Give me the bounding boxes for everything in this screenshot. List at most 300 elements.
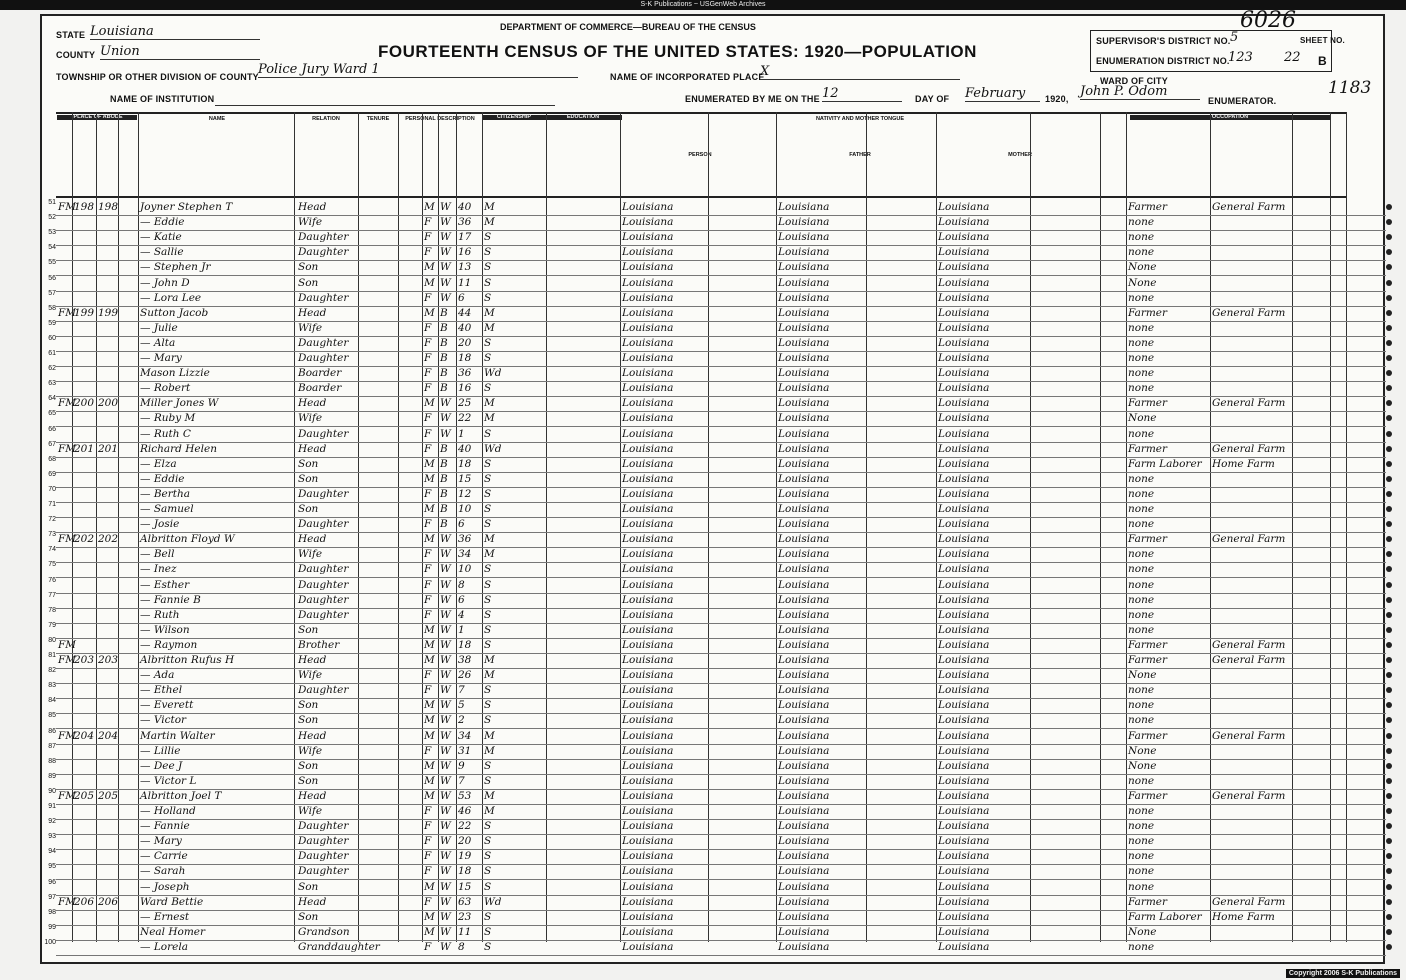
birthplace-father: Louisiana: [778, 805, 830, 817]
occupation: none: [1128, 472, 1155, 485]
sex: F: [424, 684, 432, 697]
birthplace-person: Louisiana: [622, 925, 674, 938]
industry: [1212, 804, 1290, 818]
industry: [1212, 623, 1290, 637]
family-number: [98, 759, 118, 773]
birthplace-mother: Louisiana: [938, 805, 990, 817]
age: 26: [458, 669, 472, 682]
birthplace-mother: Louisiana: [938, 261, 990, 274]
occupation: none: [1128, 518, 1155, 531]
marital-status: S: [484, 382, 492, 395]
sex: M: [424, 638, 435, 651]
line-number: 93: [48, 833, 56, 841]
occupation: none: [1128, 352, 1155, 364]
sex: M: [424, 774, 435, 787]
birthplace-father: Louisiana: [778, 321, 830, 334]
dwelling-code: [58, 215, 72, 229]
dwelling-number: [74, 230, 96, 244]
sex: M: [424, 261, 435, 274]
dwelling-code: [58, 276, 72, 290]
occupation: None: [1128, 669, 1157, 682]
occupation: none: [1128, 548, 1155, 561]
birthplace-person: Louisiana: [622, 835, 674, 848]
birthplace-person: Louisiana: [622, 291, 674, 304]
punch-hole: [1386, 249, 1392, 255]
age: 8: [458, 578, 465, 591]
sex: F: [424, 216, 432, 229]
line-number: 96: [48, 878, 56, 886]
punch-hole: [1386, 748, 1392, 754]
person-name: Mason Lizzie: [140, 367, 210, 380]
marital-status: M: [484, 789, 495, 802]
family-number: [98, 366, 118, 380]
age: 63: [458, 895, 472, 908]
birthplace-father: Louisiana: [778, 684, 830, 697]
colhead-name: NAME: [208, 116, 226, 122]
birthplace-father: Louisiana: [778, 578, 830, 591]
occupation: none: [1128, 820, 1155, 833]
dwelling-number: [74, 381, 96, 395]
occupation: none: [1128, 593, 1155, 606]
dwelling-number: [74, 291, 96, 305]
dayof-label: DAY OF: [915, 94, 950, 104]
line-number: 60: [48, 334, 56, 342]
marital-status: S: [484, 246, 492, 259]
punch-hole: [1386, 657, 1392, 663]
enumerator-label: ENUMERATOR.: [1208, 96, 1277, 106]
dwelling-code: [58, 834, 72, 848]
dwelling-number: [74, 366, 96, 380]
marital-status: S: [484, 835, 492, 848]
industry: [1212, 547, 1290, 561]
age: 7: [458, 684, 465, 697]
dwelling-number: 201: [74, 442, 95, 455]
colhead-tenure: TENURE: [366, 116, 390, 122]
birthplace-person: Louisiana: [622, 321, 674, 334]
age: 11: [458, 276, 472, 289]
punch-hole: [1386, 566, 1392, 572]
dwelling-code: [58, 744, 72, 758]
person-name: — Mary: [140, 835, 182, 848]
punch-hole: [1386, 929, 1392, 935]
table-row: [44, 938, 1386, 956]
occupation: none: [1128, 563, 1155, 576]
marital-status: S: [484, 427, 492, 440]
industry: [1212, 713, 1290, 727]
industry: [1212, 321, 1290, 335]
age: 6: [458, 593, 465, 606]
occupation: None: [1128, 261, 1157, 274]
dwelling-number: [74, 336, 96, 350]
birthplace-person: Louisiana: [622, 261, 674, 274]
dwelling-code: [58, 804, 72, 818]
sex: M: [424, 699, 435, 712]
dwelling-code: [58, 245, 72, 259]
dwelling-code: [58, 260, 72, 274]
person-name: Neal Homer: [140, 925, 206, 938]
birthplace-father: Louisiana: [778, 216, 830, 229]
person-name: — Ernest: [140, 910, 190, 923]
family-number: [98, 487, 118, 501]
industry: [1212, 940, 1290, 954]
person-name: — Josie: [140, 518, 180, 531]
dwelling-number: 205: [74, 789, 95, 802]
line-number: 65: [48, 410, 56, 418]
person-name: — Stephen Jr: [140, 261, 211, 274]
race: W: [440, 276, 451, 289]
dwelling-code: [58, 366, 72, 380]
sex: M: [424, 789, 435, 802]
birthplace-father: Louisiana: [778, 669, 830, 682]
punch-hole: [1386, 627, 1392, 633]
family-number: 200: [98, 397, 119, 410]
relation: Son: [298, 759, 319, 772]
relation: Daughter: [298, 427, 349, 440]
age: 20: [458, 336, 472, 349]
family-number: [98, 608, 118, 622]
family-number: [98, 925, 118, 939]
race: B: [440, 321, 448, 334]
line-number: 57: [48, 289, 56, 297]
relation: Son: [298, 623, 319, 636]
age: 25: [458, 397, 472, 410]
family-number: [98, 864, 118, 878]
sex: M: [424, 457, 435, 470]
dwelling-number: [74, 834, 96, 848]
dwelling-number: [74, 698, 96, 712]
occupation: none: [1128, 699, 1155, 712]
birthplace-father: Louisiana: [778, 367, 830, 380]
sex: F: [424, 805, 432, 817]
dwelling-code: [58, 381, 72, 395]
race: B: [440, 472, 448, 485]
line-number: 89: [48, 772, 56, 780]
dwelling-code: [58, 427, 72, 441]
sex: M: [424, 201, 435, 213]
marital-status: S: [484, 487, 492, 500]
race: W: [440, 925, 451, 938]
person-name: — Ruth C: [140, 427, 191, 440]
person-name: — Carrie: [140, 850, 188, 863]
dwelling-code: [58, 351, 72, 365]
line-number: 55: [48, 259, 56, 267]
marital-status: S: [484, 774, 492, 787]
relation: Head: [298, 789, 327, 802]
age: 36: [458, 367, 472, 380]
birthplace-mother: Louisiana: [938, 593, 990, 606]
punch-hole: [1386, 582, 1392, 588]
industry: [1212, 593, 1290, 607]
age: 20: [458, 835, 472, 848]
person-name: — Julie: [140, 321, 178, 334]
birthplace-person: Louisiana: [622, 820, 674, 833]
age: 40: [458, 442, 472, 455]
family-number: [98, 351, 118, 365]
person-name: — Elza: [140, 457, 177, 470]
age: 36: [458, 216, 472, 229]
person-name: — Fannie: [140, 820, 190, 833]
birthplace-person: Louisiana: [622, 578, 674, 591]
family-number: [98, 940, 118, 954]
occupation: none: [1128, 336, 1155, 349]
day-value: 12: [822, 86, 902, 102]
dwelling-code: [58, 880, 72, 894]
line-number: 66: [48, 425, 56, 433]
age: 15: [458, 472, 472, 485]
relation: Daughter: [298, 820, 349, 833]
person-name: — Ruby M: [140, 412, 196, 425]
age: 6: [458, 291, 465, 304]
birthplace-father: Louisiana: [778, 352, 830, 364]
family-number: [98, 880, 118, 894]
age: 18: [458, 457, 472, 470]
birthplace-person: Louisiana: [622, 472, 674, 485]
family-number: [98, 547, 118, 561]
industry: [1212, 472, 1290, 486]
dwelling-code: [58, 578, 72, 592]
race: W: [440, 744, 451, 757]
occupation: None: [1128, 412, 1157, 425]
birthplace-person: Louisiana: [622, 789, 674, 802]
line-number: 80: [48, 636, 56, 644]
relation: Head: [298, 729, 327, 742]
relation: Brother: [298, 638, 340, 651]
stamp-number-2: 1183: [1328, 78, 1372, 98]
age: 34: [458, 548, 472, 561]
relation: Head: [298, 654, 327, 666]
line-number: 78: [48, 606, 56, 614]
person-name: Ward Bettie: [140, 895, 204, 908]
person-name: — Bertha: [140, 487, 191, 500]
birthplace-mother: Louisiana: [938, 654, 990, 666]
age: 7: [458, 774, 465, 787]
dwelling-code: FM: [58, 654, 77, 666]
line-number: 71: [48, 501, 56, 508]
family-number: [98, 276, 118, 290]
marital-status: S: [484, 850, 492, 863]
race: W: [440, 291, 451, 304]
birthplace-mother: Louisiana: [938, 623, 990, 636]
birthplace-mother: Louisiana: [938, 835, 990, 848]
family-number: [98, 910, 118, 924]
sheet-letter: B: [1318, 54, 1327, 68]
dwelling-number: [74, 502, 96, 516]
industry: [1212, 849, 1290, 863]
age: 16: [458, 246, 472, 259]
dwelling-code: [58, 411, 72, 425]
family-number: [98, 215, 118, 229]
line-number: 53: [48, 229, 56, 237]
marital-status: S: [484, 608, 492, 621]
punch-hole: [1386, 551, 1392, 557]
industry: [1212, 759, 1290, 773]
line-number: 77: [48, 591, 56, 599]
dwelling-code: [58, 683, 72, 697]
dwelling-number: [74, 638, 96, 652]
birthplace-mother: Louisiana: [938, 487, 990, 500]
birthplace-mother: Louisiana: [938, 457, 990, 470]
person-name: — Raymon: [140, 638, 198, 651]
birthplace-mother: Louisiana: [938, 865, 990, 878]
birthplace-person: Louisiana: [622, 895, 674, 908]
age: 10: [458, 503, 472, 515]
sex: M: [424, 925, 435, 938]
line-number: 63: [48, 380, 56, 388]
birthplace-father: Louisiana: [778, 231, 830, 244]
marital-status: M: [484, 306, 495, 319]
birthplace-mother: Louisiana: [938, 895, 990, 908]
line-number: 64: [48, 395, 56, 403]
age: 38: [458, 654, 472, 666]
marital-status: S: [484, 291, 492, 304]
race: W: [440, 805, 451, 817]
birthplace-mother: Louisiana: [938, 427, 990, 440]
dwelling-code: [58, 547, 72, 561]
person-name: — Robert: [140, 382, 191, 395]
birthplace-mother: Louisiana: [938, 563, 990, 576]
sex: F: [424, 352, 432, 364]
line-number: 92: [48, 818, 56, 826]
marital-status: M: [484, 669, 495, 682]
person-name: Joyner Stephen T: [140, 201, 233, 213]
punch-hole: [1386, 370, 1392, 376]
industry: [1212, 336, 1290, 350]
birthplace-father: Louisiana: [778, 865, 830, 878]
occupation: None: [1128, 925, 1157, 938]
marital-status: S: [484, 518, 492, 531]
line-number: 70: [48, 485, 56, 493]
race: W: [440, 608, 451, 621]
dwelling-number: [74, 487, 96, 501]
punch-hole: [1386, 868, 1392, 874]
birthplace-person: Louisiana: [622, 352, 674, 364]
punch-hole: [1386, 793, 1392, 799]
family-number: [98, 502, 118, 516]
birthplace-mother: Louisiana: [938, 216, 990, 229]
occupation: none: [1128, 880, 1155, 893]
sex: M: [424, 397, 435, 410]
birthplace-father: Louisiana: [778, 699, 830, 712]
dwelling-code: [58, 910, 72, 924]
birthplace-person: Louisiana: [622, 699, 674, 712]
supervisor-label: SUPERVISOR'S DISTRICT NO.: [1096, 36, 1231, 46]
dwelling-number: [74, 472, 96, 486]
family-number: [98, 321, 118, 335]
birthplace-mother: Louisiana: [938, 397, 990, 410]
family-number: [98, 411, 118, 425]
person-name: — Ada: [140, 669, 175, 682]
dwelling-number: [74, 940, 96, 954]
marital-status: M: [484, 805, 495, 817]
sex: M: [424, 503, 435, 515]
occupation: Farmer: [1128, 729, 1168, 742]
dwelling-code: [58, 864, 72, 878]
marital-status: M: [484, 654, 495, 666]
occupation: none: [1128, 291, 1155, 304]
birthplace-father: Louisiana: [778, 533, 830, 546]
relation: Daughter: [298, 578, 349, 591]
dwelling-number: [74, 623, 96, 637]
race: W: [440, 563, 451, 576]
person-name: — Lora Lee: [140, 291, 202, 304]
relation: Son: [298, 472, 319, 485]
birthplace-person: Louisiana: [622, 638, 674, 651]
page-title: FOURTEENTH CENSUS OF THE UNITED STATES: 1920—POPULATION: [378, 42, 977, 61]
dwelling-code: [58, 457, 72, 471]
race: B: [440, 352, 448, 364]
punch-hole: [1386, 264, 1392, 270]
sex: M: [424, 654, 435, 666]
colhead-citizenship: CITIZENSHIP: [496, 114, 532, 120]
line-number: 83: [48, 682, 56, 690]
relation: Son: [298, 699, 319, 712]
birthplace-person: Louisiana: [622, 684, 674, 697]
age: 22: [458, 412, 472, 425]
occupation: none: [1128, 623, 1155, 636]
industry: [1212, 351, 1290, 365]
sex: F: [424, 367, 432, 380]
race: W: [440, 789, 451, 802]
punch-hole: [1386, 204, 1392, 210]
occupation: None: [1128, 759, 1157, 772]
industry: [1212, 260, 1290, 274]
birthplace-person: Louisiana: [622, 201, 674, 213]
family-number: [98, 819, 118, 833]
birthplace-person: Louisiana: [622, 306, 674, 319]
dwelling-number: [74, 819, 96, 833]
relation: Grandson: [298, 925, 350, 938]
birthplace-mother: Louisiana: [938, 442, 990, 455]
industry: General Farm: [1212, 895, 1286, 908]
punch-hole: [1386, 506, 1392, 512]
birthplace-person: Louisiana: [622, 940, 674, 953]
copyright-notice: Copyright 2006 S-K Publications: [1286, 969, 1400, 978]
race: B: [440, 367, 448, 380]
enumerated-label: ENUMERATED BY ME ON THE: [685, 94, 820, 104]
occupation: Farmer: [1128, 638, 1168, 651]
relation: Daughter: [298, 352, 349, 364]
department-heading: DEPARTMENT OF COMMERCE—BUREAU OF THE CENSUS: [500, 22, 756, 32]
person-name: — Sallie: [140, 246, 184, 259]
dwelling-code: [58, 562, 72, 576]
relation: Head: [298, 895, 327, 908]
marital-status: S: [484, 699, 492, 712]
birthplace-person: Louisiana: [622, 910, 674, 923]
line-number: 59: [48, 319, 56, 327]
industry: [1212, 230, 1290, 244]
birthplace-father: Louisiana: [778, 503, 830, 515]
colhead-nativity: NATIVITY AND MOTHER TONGUE: [815, 116, 905, 122]
sex: F: [424, 246, 432, 259]
race: W: [440, 638, 451, 651]
race: W: [440, 714, 451, 727]
race: W: [440, 593, 451, 606]
dwelling-code: [58, 713, 72, 727]
birthplace-father: Louisiana: [778, 744, 830, 757]
industry: [1212, 427, 1290, 441]
sex: F: [424, 744, 432, 757]
marital-status: S: [484, 759, 492, 772]
dwelling-number: 202: [74, 533, 95, 546]
industry: Home Farm: [1212, 457, 1275, 470]
sex: M: [424, 759, 435, 772]
industry: [1212, 245, 1290, 259]
industry: [1212, 880, 1290, 894]
sex: F: [424, 593, 432, 606]
industry: [1212, 668, 1290, 682]
sex: F: [424, 382, 432, 395]
marital-status: M: [484, 412, 495, 425]
